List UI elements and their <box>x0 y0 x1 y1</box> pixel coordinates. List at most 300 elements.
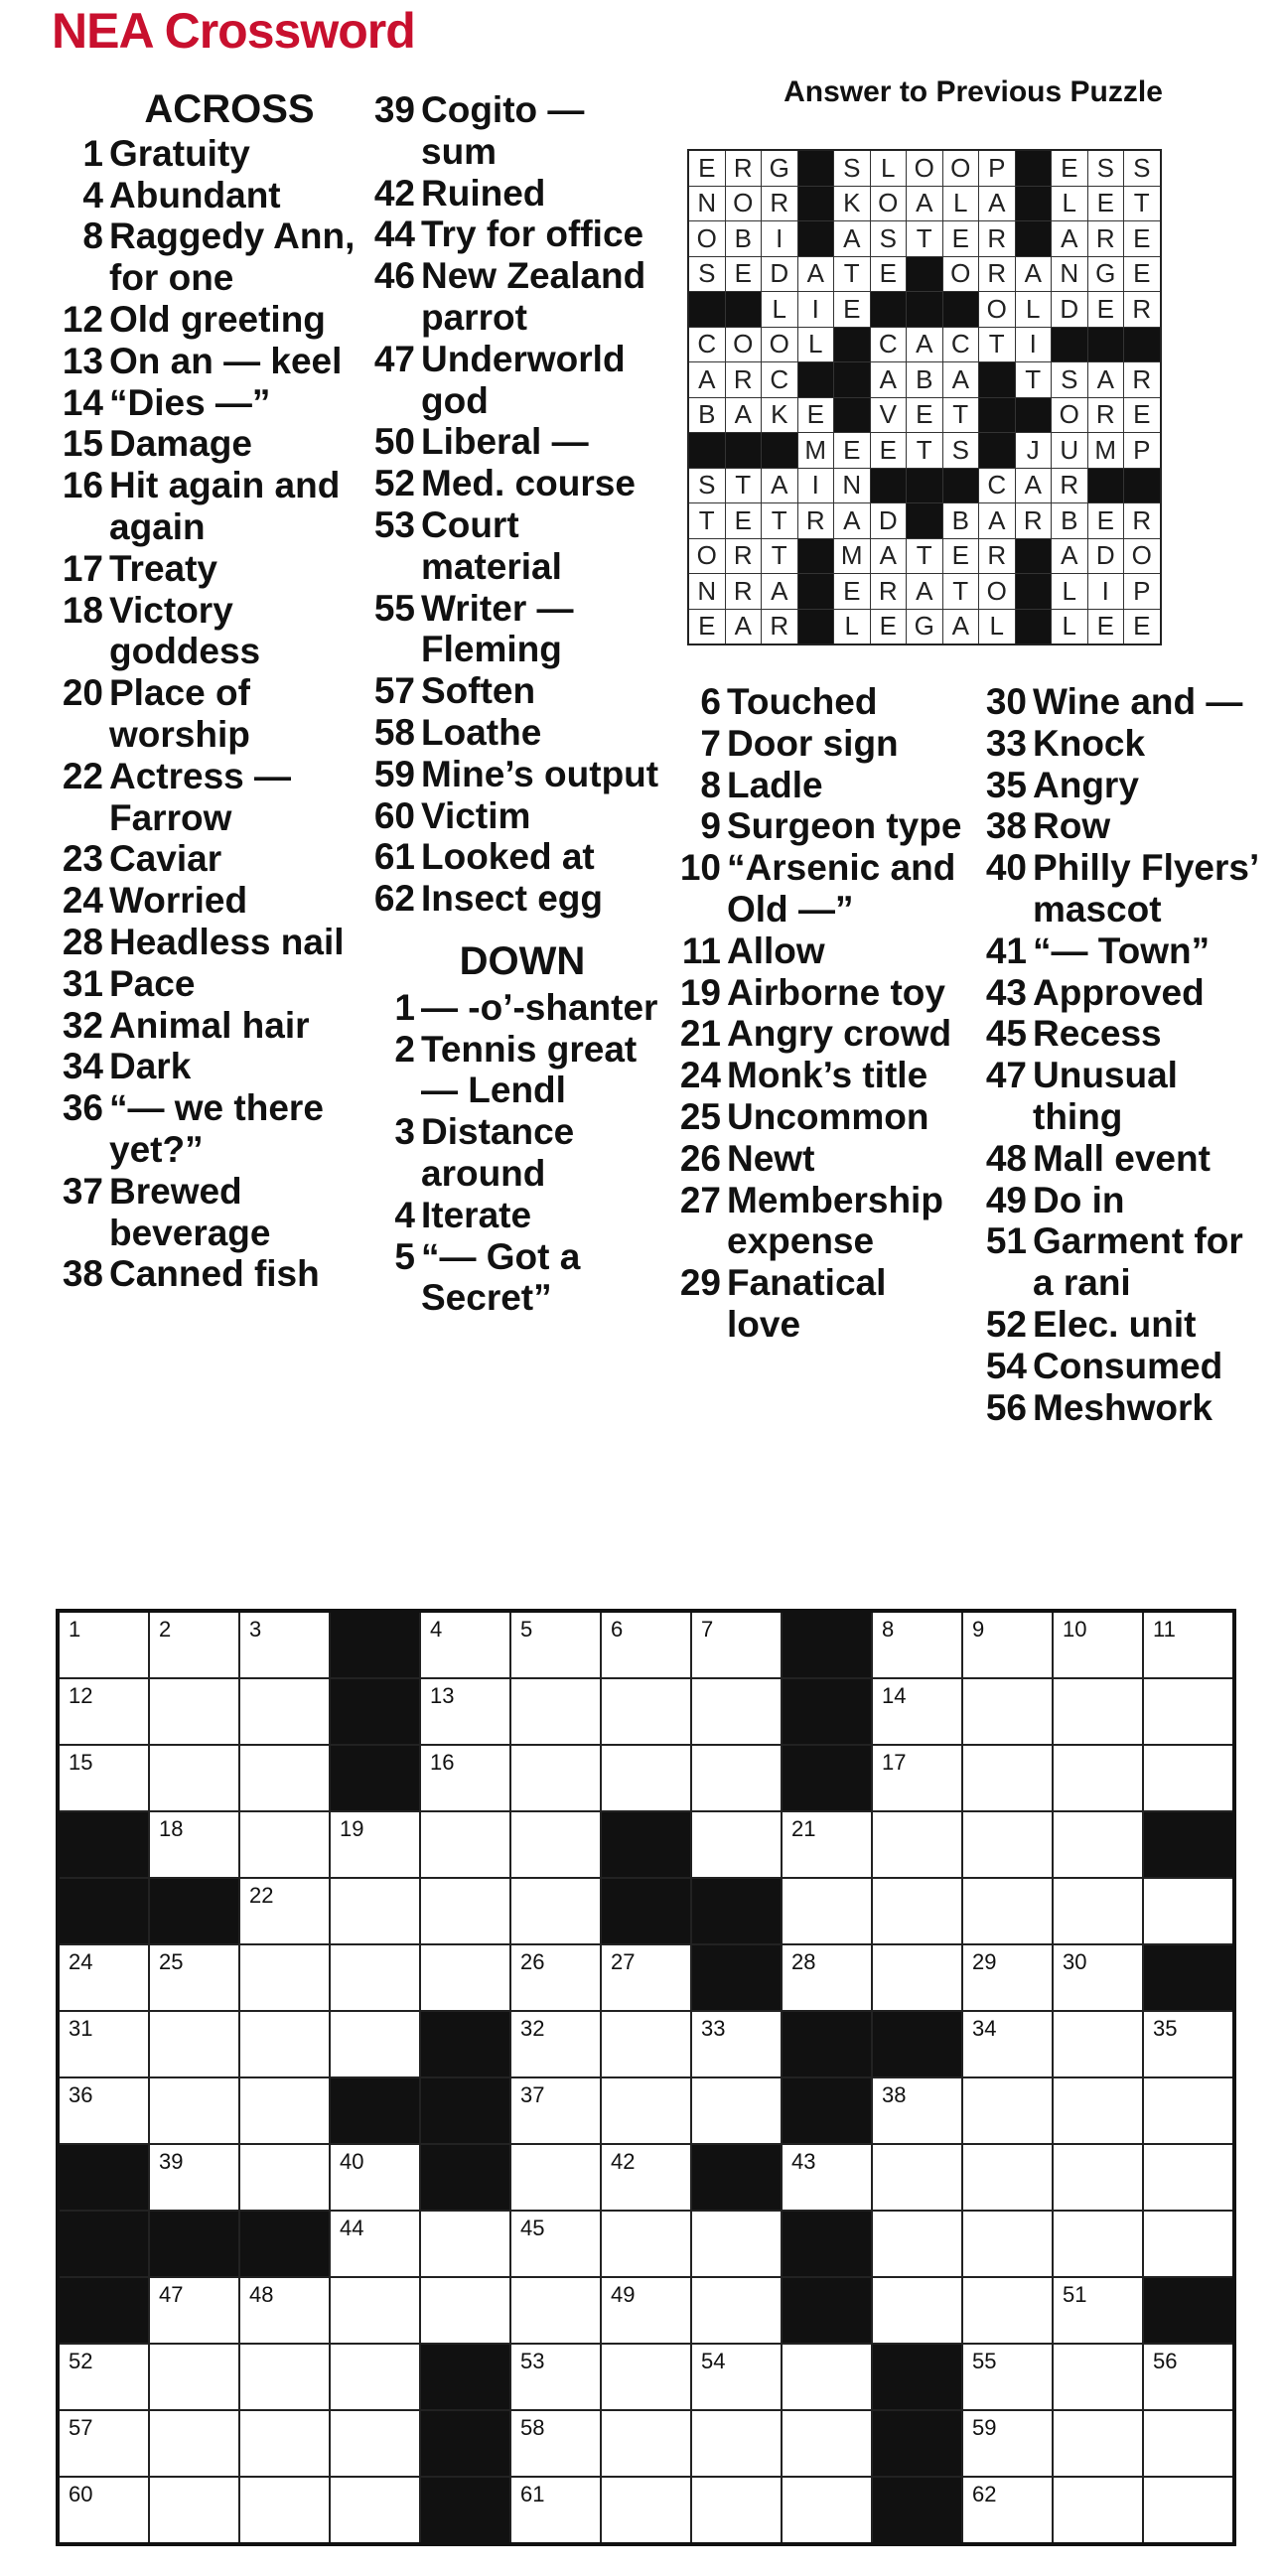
grid-cell[interactable] <box>872 1678 962 1745</box>
grid-cell[interactable] <box>1053 1811 1143 1878</box>
previous-grid-letter: B <box>942 503 979 539</box>
grid-cell[interactable] <box>149 2277 239 2344</box>
previous-grid-letter: D <box>1087 538 1124 574</box>
cell-number: 31 <box>69 2016 93 2041</box>
clue-down_col4-40 <box>975 847 1273 930</box>
grid-cell[interactable] <box>58 2410 149 2477</box>
clue-across_col1-18 <box>56 590 363 673</box>
clue-text: Underworld god <box>421 338 626 421</box>
grid-cell[interactable] <box>420 1745 510 1811</box>
clue-text: Allow <box>727 930 825 971</box>
grid-cell[interactable] <box>58 1745 149 1811</box>
clue-text: Mine’s output <box>421 753 659 794</box>
clue-text: Elec. unit <box>1033 1303 1197 1345</box>
grid-cell[interactable] <box>601 2011 691 2077</box>
previous-grid-letter: A <box>979 186 1016 221</box>
previous-grid-letter: A <box>762 468 798 503</box>
clue-text: Door sign <box>727 722 899 764</box>
previous-grid-letter: M <box>797 433 834 469</box>
clue-text: Canned fish <box>109 1253 320 1295</box>
grid-cell[interactable] <box>420 2277 510 2344</box>
clue-number: 30 <box>985 681 1027 722</box>
grid-cell[interactable] <box>691 1611 782 1678</box>
previous-grid-black-cell <box>1087 327 1124 362</box>
grid-cell[interactable] <box>962 2277 1053 2344</box>
grid-cell[interactable] <box>58 1611 149 1678</box>
grid-row <box>58 2344 1234 2410</box>
grid-cell[interactable] <box>1053 1611 1143 1678</box>
previous-grid-letter: E <box>725 503 762 539</box>
cell-number: 9 <box>972 1617 985 1642</box>
previous-grid-black-cell <box>797 362 834 398</box>
grid-cell[interactable] <box>510 2077 601 2144</box>
clue-text: Angry crowd <box>727 1013 952 1055</box>
grid-black-square <box>872 2344 962 2410</box>
clue-number: 43 <box>985 971 1027 1013</box>
grid-cell[interactable] <box>330 2277 420 2344</box>
grid-cell[interactable] <box>1053 1745 1143 1811</box>
clue-number: 52 <box>985 1303 1027 1345</box>
grid-cell[interactable] <box>330 2144 420 2211</box>
down-clues-column-3 <box>669 681 967 1346</box>
grid-cell[interactable] <box>330 1878 420 1944</box>
grid-cell[interactable] <box>872 2144 962 2211</box>
grid-black-square <box>420 2477 510 2544</box>
grid-cell[interactable] <box>510 2011 601 2077</box>
grid-cell[interactable] <box>601 2410 691 2477</box>
clue-across_col2-53 <box>363 504 661 588</box>
clue-down_col4-48 <box>975 1138 1273 1180</box>
previous-grid-letter: D <box>1052 292 1088 328</box>
grid-cell[interactable] <box>601 1611 691 1678</box>
previous-grid-letter: L <box>942 186 979 221</box>
grid-cell[interactable] <box>782 1944 872 2011</box>
grid-cell[interactable] <box>1053 1878 1143 1944</box>
clue-across_col2-55 <box>363 588 661 671</box>
grid-cell[interactable] <box>58 1944 149 2011</box>
clue-number: 2 <box>394 1028 415 1070</box>
grid-cell[interactable] <box>1143 2144 1234 2211</box>
grid-cell[interactable] <box>782 2344 872 2410</box>
grid-cell[interactable] <box>1053 2477 1143 2544</box>
clue-number: 38 <box>62 1253 103 1295</box>
clue-across_col2-60 <box>363 795 661 837</box>
grid-cell[interactable] <box>962 2011 1053 2077</box>
grid-cell[interactable] <box>1143 1678 1234 1745</box>
grid-cell[interactable] <box>782 2410 872 2477</box>
grid-cell[interactable] <box>691 2011 782 2077</box>
grid-cell[interactable] <box>149 2144 239 2211</box>
previous-grid-letter: A <box>870 362 907 398</box>
clue-number: 15 <box>62 423 103 465</box>
grid-cell[interactable] <box>962 2344 1053 2410</box>
previous-grid-letter: E <box>797 397 834 433</box>
grid-cell[interactable] <box>1143 1745 1234 1811</box>
grid-black-square <box>149 2211 239 2277</box>
grid-black-square <box>58 2144 149 2211</box>
grid-cell[interactable] <box>962 1878 1053 1944</box>
grid-cell[interactable] <box>420 1811 510 1878</box>
grid-cell[interactable] <box>872 1611 962 1678</box>
grid-row <box>58 1878 1234 1944</box>
previous-grid-letter: S <box>870 221 907 257</box>
previous-grid-row <box>688 574 1161 610</box>
previous-grid-letter: E <box>1124 256 1161 292</box>
grid-cell[interactable] <box>1143 2011 1234 2077</box>
clue-text: Actress — Farrow <box>109 755 292 838</box>
grid-cell[interactable] <box>872 2211 962 2277</box>
previous-grid-letter: E <box>1124 397 1161 433</box>
grid-cell[interactable] <box>691 2410 782 2477</box>
cell-number: 61 <box>520 2482 545 2506</box>
clue-number: 26 <box>679 1137 721 1179</box>
grid-cell[interactable] <box>330 2477 420 2544</box>
clue-across_col2-50 <box>363 421 661 463</box>
previous-grid-black-cell <box>979 362 1016 398</box>
clue-number: 44 <box>373 214 415 255</box>
cell-number: 18 <box>159 1816 184 1841</box>
grid-cell[interactable] <box>149 1678 239 1745</box>
grid-cell[interactable] <box>510 2477 601 2544</box>
cell-number: 12 <box>69 1683 93 1708</box>
previous-puzzle-answer-grid <box>687 149 1162 645</box>
clue-across_col1-22 <box>56 756 363 839</box>
previous-grid-letter: L <box>870 150 907 186</box>
clue-number: 5 <box>394 1235 415 1277</box>
grid-cell[interactable] <box>149 1811 239 1878</box>
previous-grid-row <box>688 221 1161 257</box>
across-clues-column-1 <box>56 89 363 1295</box>
cell-number: 33 <box>701 2016 726 2041</box>
puzzle-title: NEA Crossword <box>52 3 415 59</box>
clue-across_col1-17 <box>56 548 363 590</box>
grid-cell[interactable] <box>149 1611 239 1678</box>
previous-grid-letter: L <box>834 609 871 644</box>
previous-grid-letter: K <box>762 397 798 433</box>
grid-cell[interactable] <box>239 1745 330 1811</box>
grid-cell[interactable] <box>962 1611 1053 1678</box>
clue-number: 57 <box>373 670 415 712</box>
grid-cell[interactable] <box>239 2477 330 2544</box>
grid-cell[interactable] <box>1053 2011 1143 2077</box>
clue-down_col4-45 <box>975 1013 1273 1055</box>
grid-cell[interactable] <box>510 2344 601 2410</box>
grid-cell[interactable] <box>601 2144 691 2211</box>
previous-grid-letter: O <box>942 150 979 186</box>
crossword-grid[interactable] <box>56 1609 1236 2546</box>
cell-number: 5 <box>520 1617 533 1642</box>
previous-grid-letter: R <box>1052 468 1088 503</box>
cell-number: 32 <box>520 2016 545 2041</box>
grid-cell[interactable] <box>58 2344 149 2410</box>
clue-across_col1-8 <box>56 215 363 299</box>
previous-grid-letter: O <box>725 327 762 362</box>
grid-cell[interactable] <box>1053 1678 1143 1745</box>
grid-cell[interactable] <box>1053 2410 1143 2477</box>
grid-cell[interactable] <box>1143 1878 1234 1944</box>
clue-number: 35 <box>985 764 1027 805</box>
clue-text: Surgeon type <box>727 805 962 847</box>
grid-cell[interactable] <box>1143 2410 1234 2477</box>
previous-grid-letter: M <box>834 538 871 574</box>
clue-number: 48 <box>985 1137 1027 1179</box>
previous-grid-letter: C <box>762 362 798 398</box>
cell-number: 15 <box>69 1750 93 1775</box>
previous-grid-letter: T <box>979 327 1016 362</box>
cell-number: 57 <box>69 2415 93 2440</box>
grid-cell[interactable] <box>58 2477 149 2544</box>
previous-grid-letter: S <box>834 150 871 186</box>
previous-grid-black-cell <box>797 574 834 610</box>
grid-cell[interactable] <box>601 2477 691 2544</box>
grid-black-square <box>1143 2277 1234 2344</box>
grid-cell[interactable] <box>239 2410 330 2477</box>
cell-number: 11 <box>1153 1617 1176 1642</box>
grid-cell[interactable] <box>782 2144 872 2211</box>
grid-cell[interactable] <box>1143 1611 1234 1678</box>
grid-cell[interactable] <box>330 1811 420 1878</box>
grid-cell[interactable] <box>239 1611 330 1678</box>
clue-across_col1-37 <box>56 1171 363 1254</box>
grid-cell[interactable] <box>962 1811 1053 1878</box>
grid-cell[interactable] <box>330 2011 420 2077</box>
clue-across_col1-20 <box>56 672 363 756</box>
previous-grid-letter: T <box>762 503 798 539</box>
clue-text: Tennis great — Lendl <box>421 1028 638 1111</box>
grid-cell[interactable] <box>510 1944 601 2011</box>
grid-cell[interactable] <box>149 2077 239 2144</box>
grid-cell[interactable] <box>239 1944 330 2011</box>
clue-across_col2-44 <box>363 214 661 255</box>
previous-grid-black-cell <box>979 433 1016 469</box>
grid-cell[interactable] <box>962 2144 1053 2211</box>
cell-number: 35 <box>1153 2016 1178 2041</box>
grid-cell[interactable] <box>872 2277 962 2344</box>
clue-text: Insect egg <box>421 878 603 920</box>
grid-cell[interactable] <box>1053 2211 1143 2277</box>
grid-cell[interactable] <box>420 1678 510 1745</box>
grid-cell[interactable] <box>601 2211 691 2277</box>
grid-cell[interactable] <box>1053 2344 1143 2410</box>
grid-cell[interactable] <box>239 2011 330 2077</box>
grid-cell[interactable] <box>601 2344 691 2410</box>
clue-number: 34 <box>62 1046 103 1087</box>
grid-cell[interactable] <box>1143 2477 1234 2544</box>
grid-cell[interactable] <box>149 1745 239 1811</box>
grid-cell[interactable] <box>510 2277 601 2344</box>
grid-cell[interactable] <box>872 1745 962 1811</box>
grid-cell[interactable] <box>962 2477 1053 2544</box>
previous-grid-letter: T <box>942 397 979 433</box>
grid-cell[interactable] <box>58 1678 149 1745</box>
grid-cell[interactable] <box>149 2477 239 2544</box>
clue-across_col2-62 <box>363 878 661 920</box>
grid-cell[interactable] <box>149 1944 239 2011</box>
grid-cell[interactable] <box>691 2477 782 2544</box>
previous-grid-row <box>688 292 1161 328</box>
down-clues-column-4 <box>975 681 1273 1428</box>
clue-across_col2-47 <box>363 339 661 422</box>
previous-grid-letter: G <box>762 150 798 186</box>
grid-cell[interactable] <box>510 2144 601 2211</box>
clue-number: 25 <box>679 1095 721 1137</box>
clue-down_col4-49 <box>975 1180 1273 1221</box>
grid-cell[interactable] <box>1053 2144 1143 2211</box>
grid-cell[interactable] <box>510 2410 601 2477</box>
clue-down_col4-47 <box>975 1055 1273 1138</box>
grid-cell[interactable] <box>782 1878 872 1944</box>
grid-cell[interactable] <box>510 1878 601 1944</box>
clue-across_col1-1 <box>56 133 363 175</box>
clue-number: 23 <box>62 838 103 880</box>
grid-cell[interactable] <box>962 2410 1053 2477</box>
grid-cell[interactable] <box>330 2344 420 2410</box>
grid-cell[interactable] <box>239 1878 330 1944</box>
clue-down_col3-19 <box>669 972 967 1014</box>
clue-text: Do in <box>1033 1179 1125 1220</box>
previous-grid-black-cell <box>1124 327 1161 362</box>
previous-grid-letter: D <box>762 256 798 292</box>
grid-cell[interactable] <box>420 1944 510 2011</box>
grid-cell[interactable] <box>601 2277 691 2344</box>
previous-grid-black-cell <box>870 468 907 503</box>
grid-black-square <box>872 2410 962 2477</box>
grid-cell[interactable] <box>510 1678 601 1745</box>
across-clues-column-2 <box>363 89 661 1319</box>
clue-number: 1 <box>82 132 103 174</box>
grid-cell[interactable] <box>601 1745 691 1811</box>
grid-cell[interactable] <box>58 2011 149 2077</box>
previous-grid-letter: E <box>1087 609 1124 644</box>
grid-cell[interactable] <box>1053 2277 1143 2344</box>
previous-grid-letter: P <box>979 150 1016 186</box>
grid-cell[interactable] <box>510 1811 601 1878</box>
grid-cell[interactable] <box>330 2410 420 2477</box>
clue-number: 4 <box>394 1194 415 1235</box>
grid-cell[interactable] <box>239 2277 330 2344</box>
grid-cell[interactable] <box>239 1811 330 1878</box>
grid-cell[interactable] <box>962 1678 1053 1745</box>
previous-grid-letter: O <box>942 256 979 292</box>
grid-cell[interactable] <box>691 2277 782 2344</box>
grid-black-square <box>149 1878 239 1944</box>
grid-cell[interactable] <box>601 2077 691 2144</box>
grid-cell[interactable] <box>149 2011 239 2077</box>
previous-grid-letter: R <box>725 538 762 574</box>
grid-cell[interactable] <box>149 2410 239 2477</box>
clue-number: 51 <box>985 1220 1027 1262</box>
previous-grid-letter: T <box>942 574 979 610</box>
previous-grid-letter: E <box>942 221 979 257</box>
previous-grid-row <box>688 397 1161 433</box>
clue-across_col2-42 <box>363 173 661 215</box>
grid-cell[interactable] <box>239 2077 330 2144</box>
grid-black-square <box>420 2344 510 2410</box>
grid-cell[interactable] <box>330 2211 420 2277</box>
cell-number: 45 <box>520 2216 545 2240</box>
clue-down_col4-41 <box>975 930 1273 972</box>
grid-cell[interactable] <box>691 2344 782 2410</box>
clue-down_col2-5 <box>363 1236 661 1320</box>
grid-cell[interactable] <box>420 2211 510 2277</box>
previous-grid-black-cell <box>725 433 762 469</box>
clue-text: Treaty <box>109 547 218 589</box>
grid-cell[interactable] <box>330 1944 420 2011</box>
previous-grid-letter: A <box>1052 221 1088 257</box>
previous-grid-black-cell <box>907 503 943 539</box>
previous-grid-black-cell <box>834 362 871 398</box>
clue-across_col2-57 <box>363 670 661 712</box>
grid-cell[interactable] <box>510 1745 601 1811</box>
grid-cell[interactable] <box>691 1745 782 1811</box>
grid-cell[interactable] <box>601 1944 691 2011</box>
previous-grid-black-cell <box>979 397 1016 433</box>
grid-cell[interactable] <box>872 1878 962 1944</box>
grid-cell[interactable] <box>691 1811 782 1878</box>
grid-cell[interactable] <box>510 1611 601 1678</box>
grid-black-square <box>330 1745 420 1811</box>
grid-cell[interactable] <box>149 2344 239 2410</box>
grid-cell[interactable] <box>962 2211 1053 2277</box>
grid-cell[interactable] <box>782 1811 872 1878</box>
previous-grid-letter: L <box>1052 609 1088 644</box>
grid-cell[interactable] <box>691 2211 782 2277</box>
grid-cell[interactable] <box>962 1944 1053 2011</box>
previous-grid-letter: R <box>979 256 1016 292</box>
previous-grid-letter: I <box>1087 574 1124 610</box>
clue-down_col4-30 <box>975 681 1273 723</box>
grid-cell[interactable] <box>239 1678 330 1745</box>
grid-cell[interactable] <box>962 2077 1053 2144</box>
grid-cell[interactable] <box>1053 1944 1143 2011</box>
grid-cell[interactable] <box>782 2477 872 2544</box>
previous-grid-black-cell <box>907 468 943 503</box>
grid-row <box>58 2011 1234 2077</box>
grid-cell[interactable] <box>1053 2077 1143 2144</box>
grid-cell[interactable] <box>691 1678 782 1745</box>
previous-grid-letter: O <box>688 538 725 574</box>
grid-cell[interactable] <box>1143 2077 1234 2144</box>
grid-cell[interactable] <box>420 1878 510 1944</box>
grid-cell[interactable] <box>239 2344 330 2410</box>
cell-number: 2 <box>159 1617 172 1642</box>
previous-grid-letter: A <box>834 221 871 257</box>
grid-black-square <box>782 1678 872 1745</box>
clue-number: 52 <box>373 463 415 504</box>
grid-cell[interactable] <box>872 1811 962 1878</box>
cell-number: 40 <box>340 2149 364 2174</box>
previous-grid-letter: N <box>1052 256 1088 292</box>
grid-cell[interactable] <box>420 1611 510 1678</box>
grid-cell[interactable] <box>239 2144 330 2211</box>
grid-cell[interactable] <box>872 1944 962 2011</box>
clue-down_col3-9 <box>669 805 967 847</box>
grid-cell[interactable] <box>1143 2344 1234 2410</box>
grid-cell[interactable] <box>510 2211 601 2277</box>
clue-down_col3-24 <box>669 1055 967 1096</box>
previous-grid-letter: E <box>1052 150 1088 186</box>
clue-number: 60 <box>373 794 415 836</box>
grid-cell[interactable] <box>962 1745 1053 1811</box>
clue-down_col3-6 <box>669 681 967 723</box>
grid-cell[interactable] <box>58 2077 149 2144</box>
grid-cell[interactable] <box>872 2077 962 2144</box>
previous-grid-letter: E <box>907 397 943 433</box>
grid-cell[interactable] <box>691 2077 782 2144</box>
previous-grid-letter: T <box>907 433 943 469</box>
grid-cell[interactable] <box>1143 2211 1234 2277</box>
grid-cell[interactable] <box>601 1678 691 1745</box>
